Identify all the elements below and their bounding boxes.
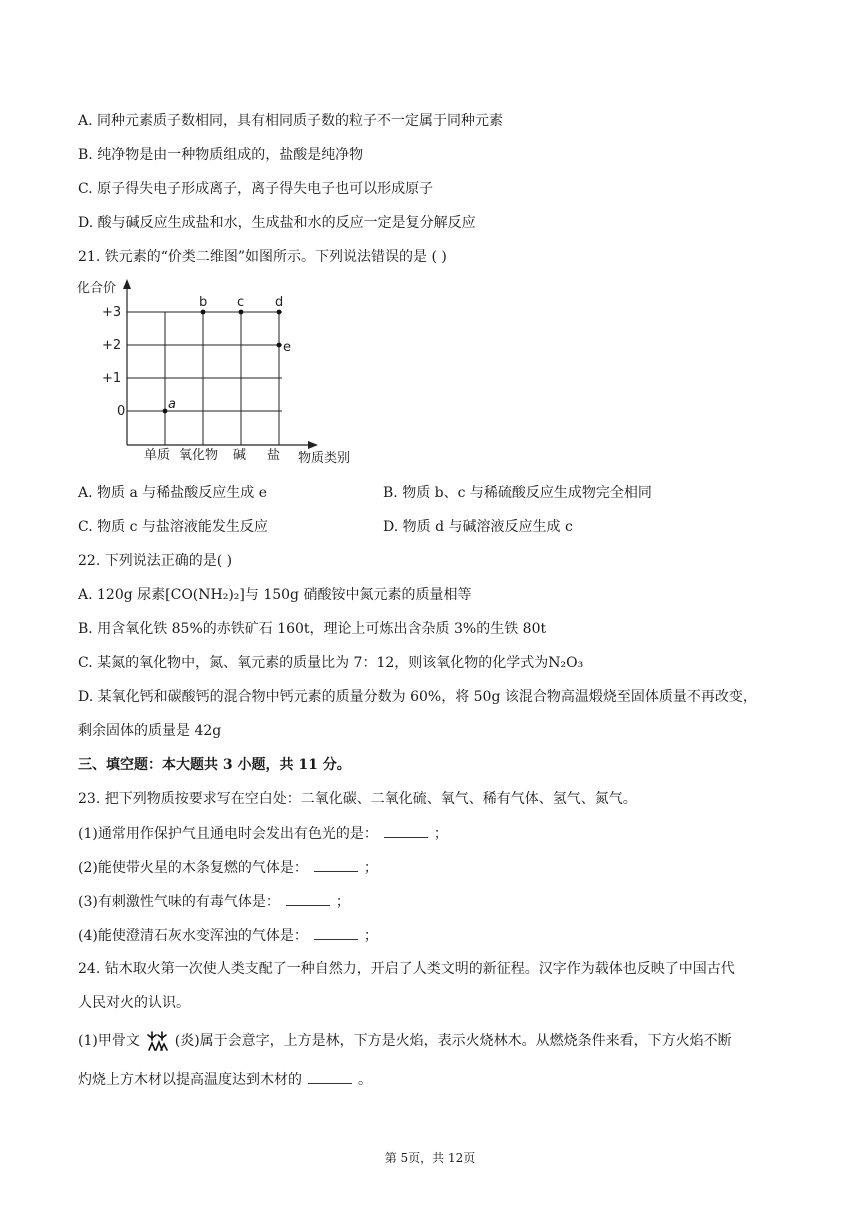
point-e bbox=[277, 343, 282, 348]
point-d bbox=[277, 310, 282, 315]
answer-blank[interactable] bbox=[308, 1069, 352, 1084]
q23-sub-1-text: (1)通常用作保护气且通电时会发出有色光的是： bbox=[78, 826, 378, 842]
q22-option-d-line2: 剩余固体的质量是 42g bbox=[78, 723, 222, 739]
x-axis-label: 物质类别 bbox=[298, 451, 351, 466]
q22-option-c: C. 某氮的氧化物中，氮、氧元素的质量比为 7：12，则该氧化物的化学式为N₂O₃ bbox=[78, 655, 584, 671]
y-tick-plus3: +3 bbox=[102, 305, 122, 320]
semicolon: ； bbox=[363, 860, 378, 876]
q24-stem-line1: 24. 钻木取火第一次使人类支配了一种自然力，开启了人类文明的新征程。汉字作为载体也反映了中国古代 bbox=[78, 961, 735, 977]
q21-option-b: B. 物质 b、c 与稀硫酸反应生成物完全相同 bbox=[383, 485, 652, 501]
q22-option-a: A. 120g 尿素[CO(NH₂)₂]与 150g 硝酸铵中氮元素的质量相等 bbox=[78, 587, 472, 603]
valence-class-chart bbox=[72, 275, 372, 475]
q21-option-d: D. 物质 d 与碱溶液反应生成 c bbox=[383, 519, 573, 535]
point-label-b: b bbox=[199, 295, 208, 310]
y-tick-plus1: +1 bbox=[102, 371, 122, 386]
point-b bbox=[201, 310, 206, 315]
chart-grid bbox=[127, 312, 282, 445]
point-a bbox=[163, 409, 168, 414]
answer-blank[interactable] bbox=[314, 857, 358, 872]
y-axis-arrow bbox=[123, 279, 131, 289]
y-tick-plus2: +2 bbox=[102, 338, 122, 353]
q24-sub-1-line1 bbox=[78, 1030, 732, 1052]
x-tick-base: 碱 bbox=[233, 448, 247, 463]
semicolon: ； bbox=[433, 826, 448, 842]
q24-sub-1-prefix: (1)甲骨文 bbox=[78, 1033, 140, 1049]
q22-stem: 22. 下列说法正确的是( ) bbox=[78, 553, 233, 569]
q23-sub-3 bbox=[78, 891, 350, 912]
q23-sub-4 bbox=[78, 925, 378, 946]
answer-blank[interactable] bbox=[384, 823, 428, 838]
point-c bbox=[239, 310, 244, 315]
q20-option-a: A. 同种元素质子数相同，具有相同质子数的粒子不一定属于同种元素 bbox=[78, 113, 504, 129]
q21-stem: 21. 铁元素的“价类二维图”如图所示。下列说法错误的是 ( ) bbox=[78, 249, 447, 265]
q20-option-c: C. 原子得失电子形成离子，离子得失电子也可以形成原子 bbox=[78, 181, 434, 197]
point-label-a: a bbox=[168, 397, 176, 412]
y-axis-label: 化合价 bbox=[77, 281, 117, 296]
q24-sub-1-text: (炎)属于会意字，上方是林，下方是火焰，表示火烧林木。从燃烧条件来看，下方火焰不断 bbox=[174, 1033, 732, 1049]
q20-option-d: D. 酸与碱反应生成盐和水，生成盐和水的反应一定是复分解反应 bbox=[78, 215, 476, 231]
page-footer: 第 5页，共 12页 bbox=[384, 1151, 476, 1165]
semicolon: ； bbox=[363, 928, 378, 944]
q23-sub-2-text: (2)能使带火星的木条复燃的气体是： bbox=[78, 860, 308, 876]
answer-blank[interactable] bbox=[286, 891, 330, 906]
x-tick-oxide: 氧化物 bbox=[179, 448, 219, 463]
chart-axes bbox=[127, 285, 312, 445]
x-axis-arrow bbox=[308, 441, 318, 449]
q23-stem: 23. 把下列物质按要求写在空白处：二氧化碳、二氧化硫、氧气、稀有气体、氢气、氮气。 bbox=[78, 791, 637, 807]
q21-option-c: C. 物质 c 与盐溶液能发生反应 bbox=[78, 519, 268, 535]
y-tick-zero: 0 bbox=[117, 404, 126, 419]
x-tick-salt: 盐 bbox=[267, 448, 281, 463]
q23-sub-2 bbox=[78, 857, 378, 878]
q21-option-a: A. 物质 a 与稀盐酸反应生成 e bbox=[78, 485, 267, 501]
point-label-e: e bbox=[283, 340, 291, 355]
q24-stem-line2: 人民对火的认识。 bbox=[78, 995, 190, 1011]
oracle-bone-fire-glyph-icon bbox=[146, 1030, 168, 1052]
q22-option-d-line1: D. 某氧化钙和碳酸钙的混合物中钙元素的质量分数为 60%，将 50g 该混合物高温煅烧至固体质量不再改变， bbox=[78, 689, 757, 705]
q23-sub-1 bbox=[78, 823, 448, 844]
q23-sub-3-text: (3)有刺激性气味的有毒气体是： bbox=[78, 894, 280, 910]
point-label-c: c bbox=[237, 295, 245, 310]
x-tick-elemental: 单质 bbox=[144, 448, 171, 463]
point-label-d: d bbox=[275, 295, 284, 310]
q20-option-b: B. 纯净物是由一种物质组成的，盐酸是纯净物 bbox=[78, 147, 364, 163]
answer-blank[interactable] bbox=[314, 925, 358, 940]
period: 。 bbox=[358, 1072, 372, 1088]
section-3-heading: 三、填空题：本大题共 3 小题，共 11 分。 bbox=[78, 757, 351, 773]
q23-sub-4-text: (4)能使澄清石灰水变浑浊的气体是： bbox=[78, 928, 308, 944]
q24-sub-1-text-cont: 灼烧上方木材以提高温度达到木材的 bbox=[78, 1072, 302, 1088]
q24-sub-1-line2 bbox=[78, 1069, 372, 1090]
q22-option-b: B. 用含氧化铁 85%的赤铁矿石 160t，理论上可炼出含杂质 3%的生铁 80t bbox=[78, 621, 547, 637]
semicolon: ； bbox=[335, 894, 350, 910]
